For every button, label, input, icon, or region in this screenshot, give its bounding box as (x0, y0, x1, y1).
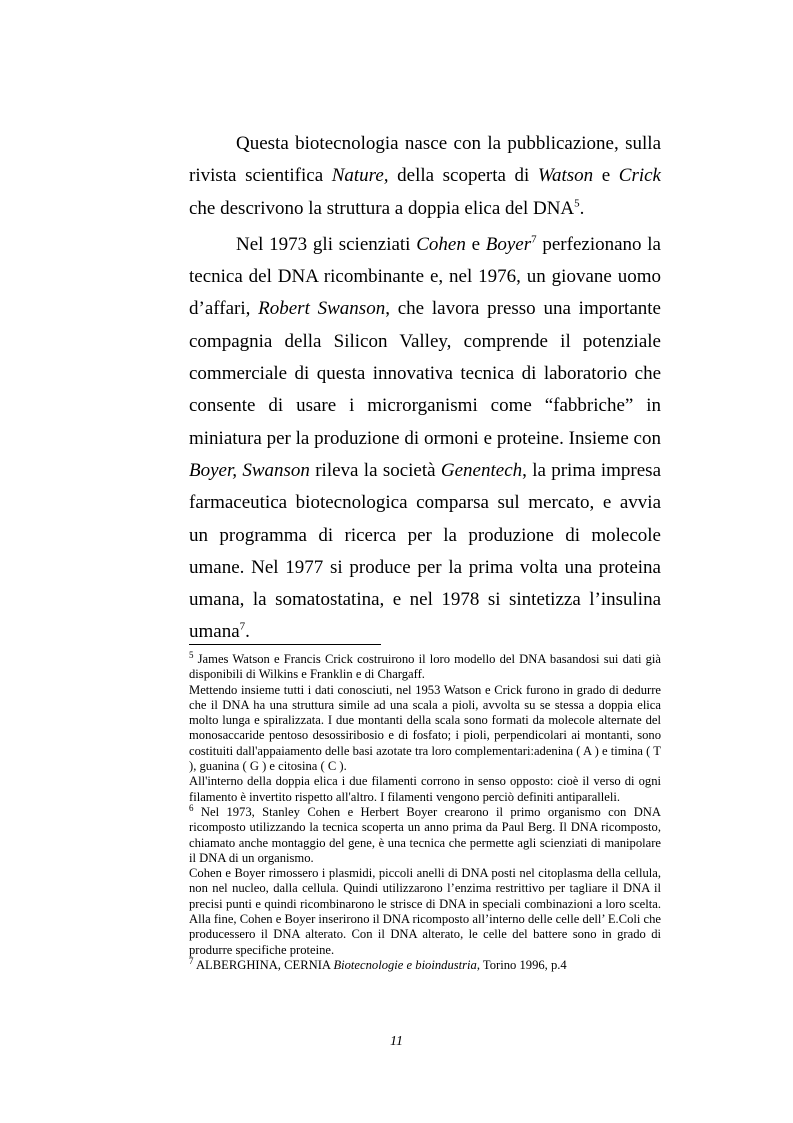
paragraph-1: Questa biotecnologia nasce con la pubblicazione, sulla rivista scientifica Nature, della scoperta di Watson e Crick che descrivono la struttura a doppia elica del DNA$^5$. (189, 133, 661, 219)
footnote-5-continued: Mettendo insieme tutti i dati conosciuti, nel 1953 Watson e Crick furono in grado di dedurre che il DNA ha una struttura simile ad una scala a pioli, avvolta su se stessa a doppia elica molto lunga e spiralizzata. I due montanti della scala sono formati da molecole alternate del monosaccaride pentoso desossiribosio e di fosfato; i pioli, perpendicolari ai montanti, sono costituiti dall'appaiamento delle basi azotate tra loro complementari:adenina ( A ) e timina ( T ), guanina ( G ) e citosina ( C ). (189, 682, 661, 774)
footnote-ref-5[interactable]: 5 (574, 197, 580, 210)
book-title: Biotecnologie e bioindustria (333, 957, 477, 972)
name-boyer-swanson: Boyer, Swanson (189, 459, 310, 481)
footnote-ref-6[interactable]: 7 (531, 233, 537, 246)
footnote-7: $^7$ ALBERGHINA, CERNIA Biotecnologie e bioindustria, Torino 1996, p.4 (189, 955, 567, 972)
footnote-6-number: 6 (189, 802, 194, 813)
footnotes (189, 649, 661, 973)
company-genentech: Genentech (440, 459, 523, 481)
footnote-6: $^6$ Nel 1973, Stanley Cohen e Herbert Boyer crearono il primo organismo con DNA ricomposto utilizzando la tecnica scoperta un anno prima da Paul Berg. Il DNA ricomposto, chiamato anche montaggio del gene, è una tecnica che permette agli scienziati di manipolare il DNA di un organismo. (189, 802, 661, 865)
footnote-ref-7[interactable]: 7 (239, 621, 246, 634)
body-text (189, 128, 661, 649)
footnote-7-number: 7 (189, 955, 194, 966)
footnote-separator (189, 644, 381, 645)
name-watson: Watson (537, 165, 594, 187)
footnote-5-number: 5 (189, 649, 194, 660)
footnote-6-continued: Cohen e Boyer rimossero i plasmidi, piccoli anelli di DNA posti nel citoplasma della cellula, non nel nucleo, dalla cellula. Quindi utilizzarono l’enzima restrittivo per tagliare il DNA il precisi punti e quindi ricombinarono le strisce di DNA in speciali combinazioni a loro scelta. Alla fine, Cohen e Boyer inserirono il DNA ricomposto all’interno delle celle dell’ E.Coli che producessero il DNA alterato. Con il DNA alterato, le celle del battere sono in grado di produrre specifiche proteine. (189, 866, 661, 957)
journal-title: Nature, (331, 165, 389, 187)
paragraph-2: Nel 1973 gli scienziati Cohen e Boyer$^7$ perfezionano la tecnica del DNA ricombinante e, nel 1976, un giovane uomo d’affari, Robert Swanson, che lavora presso una importante compagnia della Silicon Valley, comprende il potenziale commerciale di questa innovativa tecnica di laboratorio che consente di usare i microrganismi come “fabbriche” in miniatura per la produzione di ormoni e proteine. Insieme con Boyer, Swanson rileva la società Genentech, la prima impresa farmaceutica biotecnologica comparsa sul mercato, e avvia un programma di ricerca per la produzione di molecole umane. Nel 1977 si produce per la prima volta una proteina umana, la somatostatina, e nel 1978 si sintetizza l’insulina umana$^7$. (189, 233, 661, 643)
footnote-5: $^5$ James Watson e Francis Crick costruirono il loro modello del DNA basandosi sui dati già disponibili di Wilkins e Franklin e di Chargaff. (189, 649, 661, 682)
page-number: 11 (390, 1034, 403, 1049)
name-swanson: Robert Swanson (258, 298, 386, 320)
footnote-5-continued: All'interno della doppia elica i due filamenti corrono in senso opposto: cioè il verso di ogni filamento è invertito rispetto all'altro. I filamenti vengono perciò definiti antiparalleli. (189, 774, 661, 804)
name-cohen: Cohen (416, 233, 466, 255)
name-boyer: Boyer (485, 233, 532, 255)
name-crick: Crick (618, 165, 661, 187)
